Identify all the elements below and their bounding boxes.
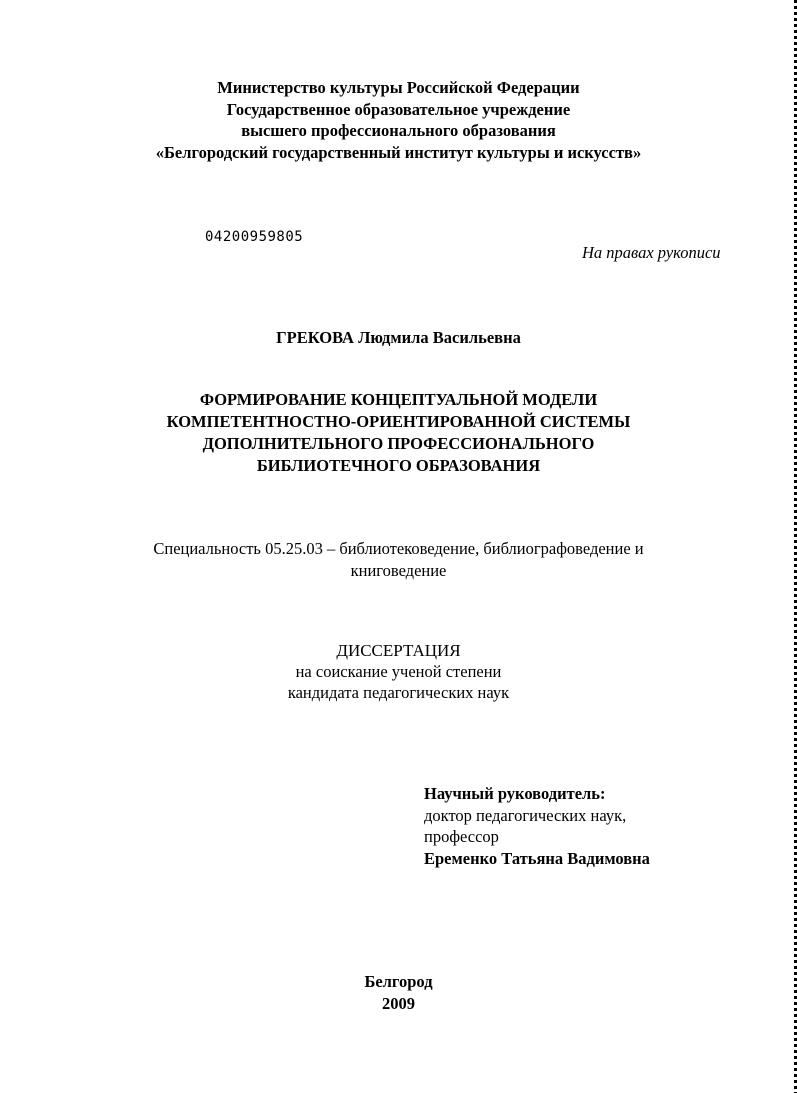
catalog-code: 04200959805 bbox=[205, 229, 304, 245]
specialty bbox=[0, 538, 797, 581]
city: Белгород bbox=[364, 972, 433, 991]
specialty-line: книговедение bbox=[350, 560, 447, 580]
supervisor-degree: доктор педагогических наук, bbox=[424, 805, 627, 825]
author-name: ГРЕКОВА Людмила Васильевна bbox=[276, 328, 521, 347]
header-line: высшего профессионального образования bbox=[241, 121, 556, 140]
degree-statement bbox=[0, 640, 797, 703]
header-line: «Белгородский государственный институт культуры и искусств» bbox=[155, 142, 642, 162]
degree-line: на соискание ученой степени bbox=[295, 662, 502, 681]
year: 2009 bbox=[382, 994, 415, 1013]
degree-line: ДИССЕРТАЦИЯ bbox=[336, 641, 461, 660]
title-line: БИБЛИОТЕЧНОГО ОБРАЗОВАНИЯ bbox=[256, 456, 541, 475]
title-line: ДОПОЛНИТЕЛЬНОГО ПРОФЕССИОНАЛЬНОГО bbox=[202, 434, 595, 453]
specialty-line: Специальность 05.25.03 – библиотековедение, библиографоведение и bbox=[153, 539, 644, 558]
header-line: Государственное образовательное учреждение bbox=[226, 99, 571, 119]
header-line: Министерство культуры Российской Федерации bbox=[217, 78, 580, 97]
place-and-year bbox=[0, 971, 797, 1015]
supervisor-rank: профессор bbox=[424, 827, 499, 846]
dissertation-title bbox=[0, 389, 797, 477]
title-line: КОМПЕТЕНТНОСТНО-ОРИЕНТИРОВАННОЙ СИСТЕМЫ bbox=[166, 412, 631, 431]
supervisor-block bbox=[424, 783, 650, 869]
supervisor-heading: Научный руководитель: bbox=[424, 784, 606, 803]
rights-note: На правах рукописи bbox=[582, 243, 721, 262]
supervisor-name: Еременко Татьяна Вадимовна bbox=[424, 848, 650, 868]
institution-header bbox=[0, 77, 797, 163]
title-line: ФОРМИРОВАНИЕ КОНЦЕПТУАЛЬНОЙ МОДЕЛИ bbox=[199, 390, 598, 409]
degree-line: кандидата педагогических наук bbox=[287, 683, 510, 702]
